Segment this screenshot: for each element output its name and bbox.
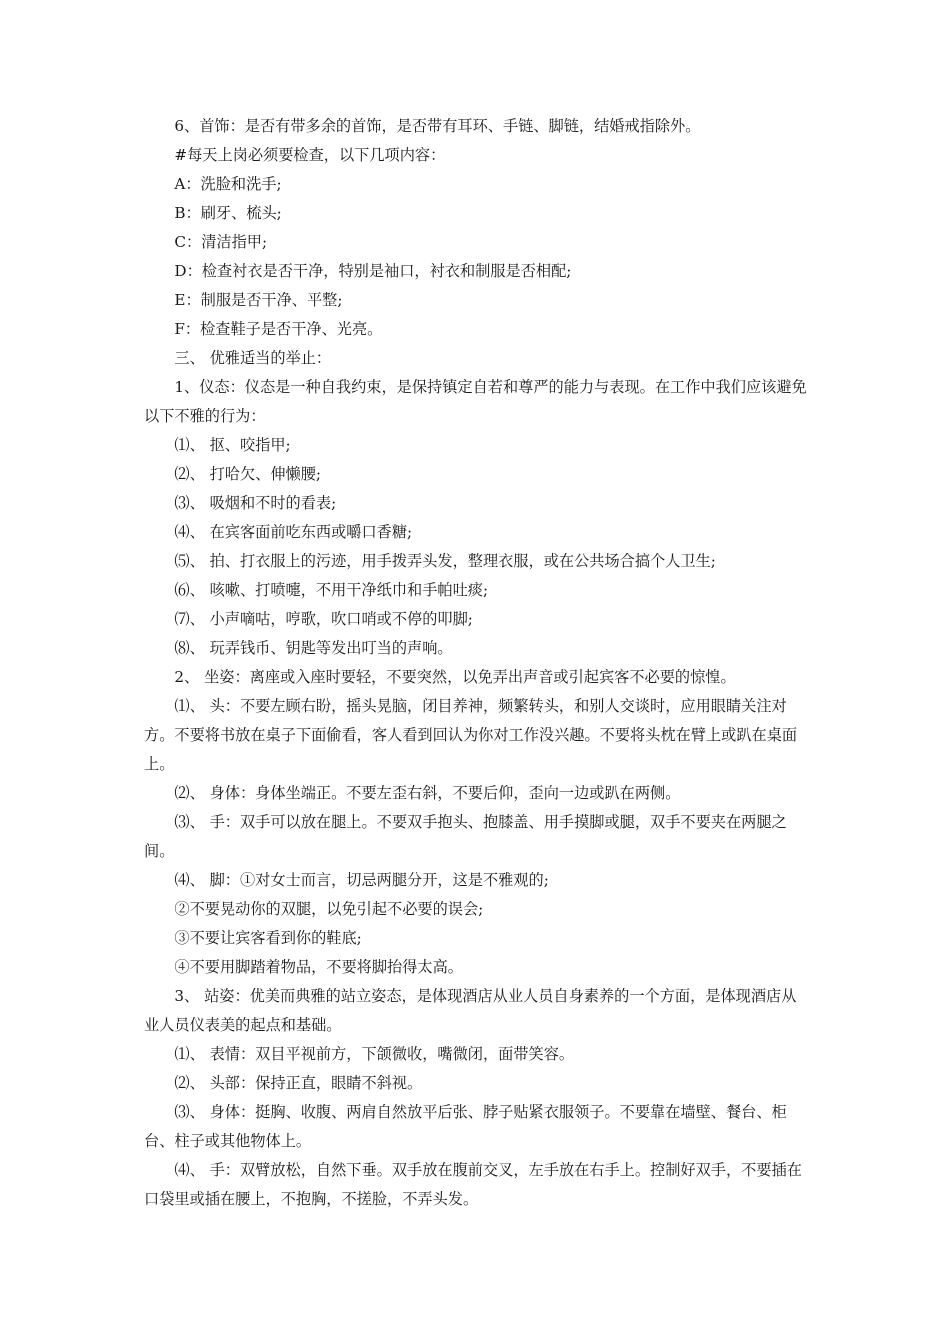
list-item: ⑵、 打哈欠、伸懒腰; <box>174 465 322 483</box>
list-item: ③不要让宾客看到你的鞋底; <box>174 929 362 947</box>
paragraph: D：检查衬衣是否干净，特别是袖口，衬衣和制服是否相配; <box>174 262 572 280</box>
section-heading: 三、 优雅适当的举止： <box>174 349 332 367</box>
paragraph: B：刷牙、梳头; <box>174 204 282 222</box>
paragraph: #每天上岗必须要检查，以下几项内容： <box>174 146 446 164</box>
list-item: ⑸、 拍、打衣服上的污迹，用手拨弄头发，整理衣服，或在公共场合搞个人卫生; <box>174 552 716 570</box>
list-item: ⑻、 玩弄钱币、钥匙等发出叮当的声响。 <box>174 639 453 657</box>
list-item: ⑹、 咳嗽、打喷嚏，不用干净纸巾和手帕吐痰; <box>174 581 489 599</box>
list-item: ⑶、 身体：挺胸、收腹、两肩自然放平后张、脖子贴紧衣服领子。不要靠在墙壁、餐台、柜台、柱子或其他物体上。 <box>144 1103 787 1150</box>
list-item: ⑵、 头部：保持正直，眼睛不斜视。 <box>174 1074 423 1092</box>
paragraph: 2、 坐姿：离座或入座时要轻，不要突然，以免弄出声音或引起宾客不必要的惊惶。 <box>174 668 736 686</box>
document-body <box>144 112 808 1214</box>
list-item: ⑷、 脚：①对女士而言，切忌两腿分开，这是不雅观的; <box>174 871 549 889</box>
list-item: ⑴、 头：不要左顾右盼，摇头晃脑，闭目养神，频繁转头，和别人交谈时，应用眼睛关注对方。不要将书放在桌子下面偷看，客人看到回认为你对工作没兴趣。不要将头枕在臂上或趴在桌面上。 <box>144 697 798 773</box>
paragraph: E：制服是否干净、平整; <box>174 291 343 309</box>
paragraph: 6、首饰：是否有带多余的首饰，是否带有耳环、手链、脚链，结婚戒指除外。 <box>174 117 701 135</box>
list-item: ②不要晃动你的双腿，以免引起不必要的误会; <box>174 900 484 918</box>
paragraph: 3、 站姿：优美而典雅的站立姿态，是体现酒店从业人员自身素养的一个方面，是体现酒店从业人员仪表美的起点和基础。 <box>144 987 797 1034</box>
list-item: ⑷、 在宾客面前吃东西或嚼口香糖; <box>174 523 413 541</box>
list-item: ⑴、 表情：双目平视前方，下颌微收，嘴微闭，面带笑容。 <box>174 1045 575 1063</box>
list-item: ⑺、 小声嘀咕，哼歌，吹口哨或不停的叩脚; <box>174 610 473 628</box>
list-item: ④不要用脚踏着物品，不要将脚抬得太高。 <box>174 958 463 976</box>
list-item: ⑴、 抠、咬指甲; <box>174 436 291 454</box>
list-item: ⑵、 身体：身体坐端正。不要左歪右斜，不要后仰，歪向一边或趴在两侧。 <box>174 784 681 802</box>
paragraph: C：清洁指甲; <box>174 233 268 251</box>
paragraph: A：洗脸和洗手; <box>174 175 282 193</box>
list-item: ⑶、 手：双手可以放在腿上。不要双手抱头、抱膝盖、用手摸脚或腿，双手不要夹在两腿之间。 <box>144 813 787 860</box>
list-item: ⑶、 吸烟和不时的看表; <box>174 494 337 512</box>
list-item: ⑷、 手：双臂放松，自然下垂。双手放在腹前交叉，左手放在右手上。控制好双手，不要插在口袋里或插在腰上，不抱胸，不搓脸，不弄头发。 <box>144 1161 802 1208</box>
paragraph: 1、仪态：仪态是一种自我约束，是保持镇定自若和尊严的能力与表现。在工作中我们应该避免以下不雅的行为： <box>144 378 807 425</box>
paragraph: F：检查鞋子是否干净、光亮。 <box>174 320 383 338</box>
